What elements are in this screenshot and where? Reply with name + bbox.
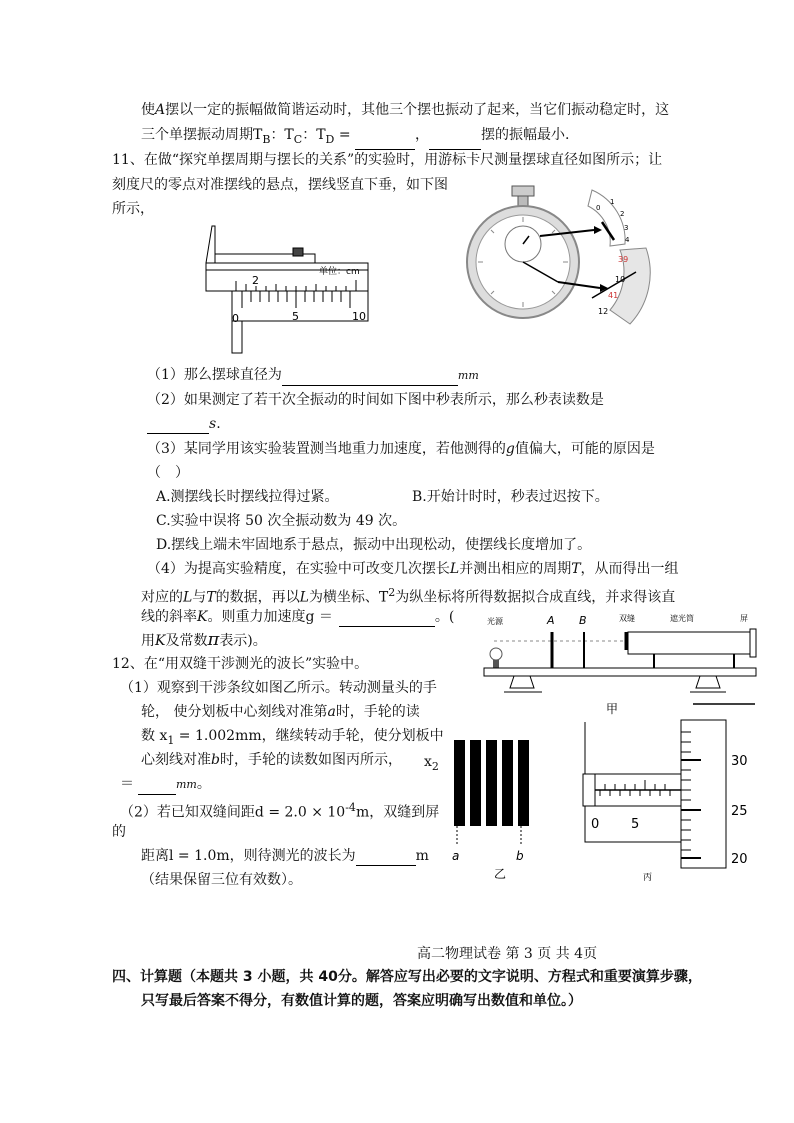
q10-line1: 使A摆以一定的振幅做简谐运动时，其他三个摆也振动了起来，当它们振动稳定时，这 <box>141 102 670 118</box>
stopwatch-small-dial-4: 4 <box>625 236 630 244</box>
apparatus-tube-label: 遮光筒 <box>670 614 694 623</box>
q12-sub1-line3: 数 $x_1 = 1.002mm$，继续转动手轮，使分划板中 <box>141 728 444 747</box>
q12-sub2-line3: 距离l = 1.0m，则待测光的波长为 m <box>141 848 429 864</box>
q12-sub1-line5: ＝ mm。 <box>120 774 211 795</box>
answer-blank-gravity[interactable] <box>339 612 435 627</box>
q11-part4-line3: 线的斜率K。则重力加速度g ＝ 。( <box>141 609 455 625</box>
q11-option-b[interactable]: B.开始计时时，秒表过迟按下。 <box>412 489 609 505</box>
q11-part3-line1: （3）某同学用该实验装置测当地重力加速度，若他测得的g值偏大，可能的原因是 <box>147 441 655 457</box>
caliper-vernier-tick-5: 5 <box>292 310 299 323</box>
vernier-caliper-figure <box>198 218 373 358</box>
q11-part2-line1: （2）如果测定了若干次全振动的时间如下图中秒表所示，那么秒表读数是 <box>147 392 604 408</box>
figure-jia-caption: 甲 <box>606 702 619 716</box>
section4-heading-line2: 只写最后答案不得分，有数值计算的题，答案应明确写出数值和单位。） <box>141 993 582 1009</box>
caliper-unit-label: 单位：cm <box>319 267 360 277</box>
apparatus-light-source-label: 光源 <box>487 617 503 626</box>
fringe-b-label: b <box>516 849 524 863</box>
caliper-vernier-tick-0: 0 <box>232 312 239 325</box>
stopwatch-small-dial-0: 0 <box>596 204 601 212</box>
stopwatch-large-dial-41: 41 <box>608 291 619 300</box>
q12-sub1-line1: （1）观察到干涉条纹如图乙所示。转动测量头的手 <box>120 680 437 696</box>
q12-sub2-line4: （结果保留三位有效数）。 <box>141 872 302 888</box>
q12-sub1-line2: 轮， 使分划板中心刻线对准第a时，手轮的读 <box>141 704 420 720</box>
answer-blank-diameter[interactable] <box>282 371 458 386</box>
q11-part3-paren[interactable]: （ ） <box>147 465 189 481</box>
micrometer-thimble-25: 25 <box>731 804 748 819</box>
caliper-main-tick-label: 2 <box>252 274 259 287</box>
answer-blank-x2[interactable] <box>138 780 176 795</box>
q12-stem: 12、在“用双缝干涉测光的波长”实验中。 <box>112 656 369 672</box>
q12-sub1-line4: 心刻线对准b时，手轮的读数如图丙所示， <box>141 752 402 768</box>
q12-sub2-line1: （2）若已知双缝间距$d = 2.0 \times 10^{-4}m$，双缝到屏 <box>120 801 440 821</box>
stopwatch-large-dial-10: 10 <box>615 275 626 284</box>
stopwatch-small-dial-2: 2 <box>620 210 625 218</box>
q11-part1: （1）那么摆球直径为 mm <box>147 365 479 386</box>
stopwatch-small-dial-1: 1 <box>610 198 615 206</box>
stopwatch-large-dial-12: 12 <box>598 307 609 316</box>
answer-blank-wavelength[interactable] <box>356 851 416 866</box>
interference-fringes-figure <box>450 738 540 881</box>
q12-x2-symbol: $x_2$ <box>424 754 439 773</box>
apparatus-double-slit-label: 双缝 <box>619 614 635 623</box>
q11-part2-line2: s. <box>147 414 221 434</box>
q11-part4-line4: 用K及常数π表示)。 <box>141 629 267 650</box>
fringe-a-label: a <box>452 849 460 863</box>
apparatus-lens-a-label: A <box>547 614 555 627</box>
stopwatch-small-dial-3: 3 <box>624 224 629 232</box>
caliper-vernier-tick-10: 10 <box>352 310 366 323</box>
stopwatch-large-dial-39: 39 <box>618 255 629 264</box>
apparatus-filter-b-label: B <box>579 614 587 627</box>
q11-part4-line2: 对应的L与T的数据，再以L为横坐标、$T^2$为纵坐标将所得数据拟合成直线，并求得该直 <box>141 586 676 606</box>
q11-stem-line2: 刻度尺的零点对准摆线的悬点，摆线竖直下垂，如下图 <box>112 177 448 193</box>
micrometer-thimble-20: 20 <box>731 852 748 867</box>
q11-option-c[interactable]: C.实验中误将 50 次全振动数为 49 次。 <box>156 513 407 529</box>
answer-blank-smallest-amplitude[interactable] <box>429 135 481 150</box>
q11-option-a[interactable]: A.测摆线长时摆线拉得过紧。 <box>156 489 339 505</box>
apparatus-screen-label: 屏 <box>740 614 748 623</box>
micrometer-main-5: 5 <box>631 817 640 832</box>
section4-heading-line1: 四、计算题（本题共 3 小题，共 40分。解答应写出必要的文字说明、方程式和重要演算步骤， <box>112 969 702 985</box>
q12-sub2-line2: 的 <box>112 824 126 840</box>
answer-blank-stopwatch-reading[interactable] <box>147 419 209 434</box>
q11-stem-line1: 11、在做“探究单摆周期与摆长的关系”的实验时，用游标卡尺测量摆球直径如图所示；让 <box>112 152 663 168</box>
stopwatch-figure <box>470 186 660 328</box>
answer-blank-period-ratio[interactable] <box>355 135 415 150</box>
figure-yi-caption: 乙 <box>494 867 507 881</box>
micrometer-reading-figure <box>583 712 758 882</box>
page-footer: 高二物理试卷 第 3 页 共 4页 <box>417 946 598 962</box>
q11-option-d[interactable]: D.摆线上端未牢固地系于悬点，振动中出现松动，使摆线长度增加了。 <box>156 537 592 553</box>
q10-line2: 三个单摆振动周期$T_B$：$T_C$：$T_D$ = ， 摆的振幅最小. <box>141 125 569 150</box>
q11-part4-line1: （4）为提高实验精度，在实验中可改变几次摆长L并测出相应的周期T，从而得出一组 <box>147 561 679 577</box>
figure-bing-caption: 丙 <box>643 873 653 883</box>
q11-stem-line3: 所示， <box>112 201 154 217</box>
micrometer-main-0: 0 <box>591 817 600 832</box>
micrometer-thimble-30: 30 <box>731 754 748 769</box>
